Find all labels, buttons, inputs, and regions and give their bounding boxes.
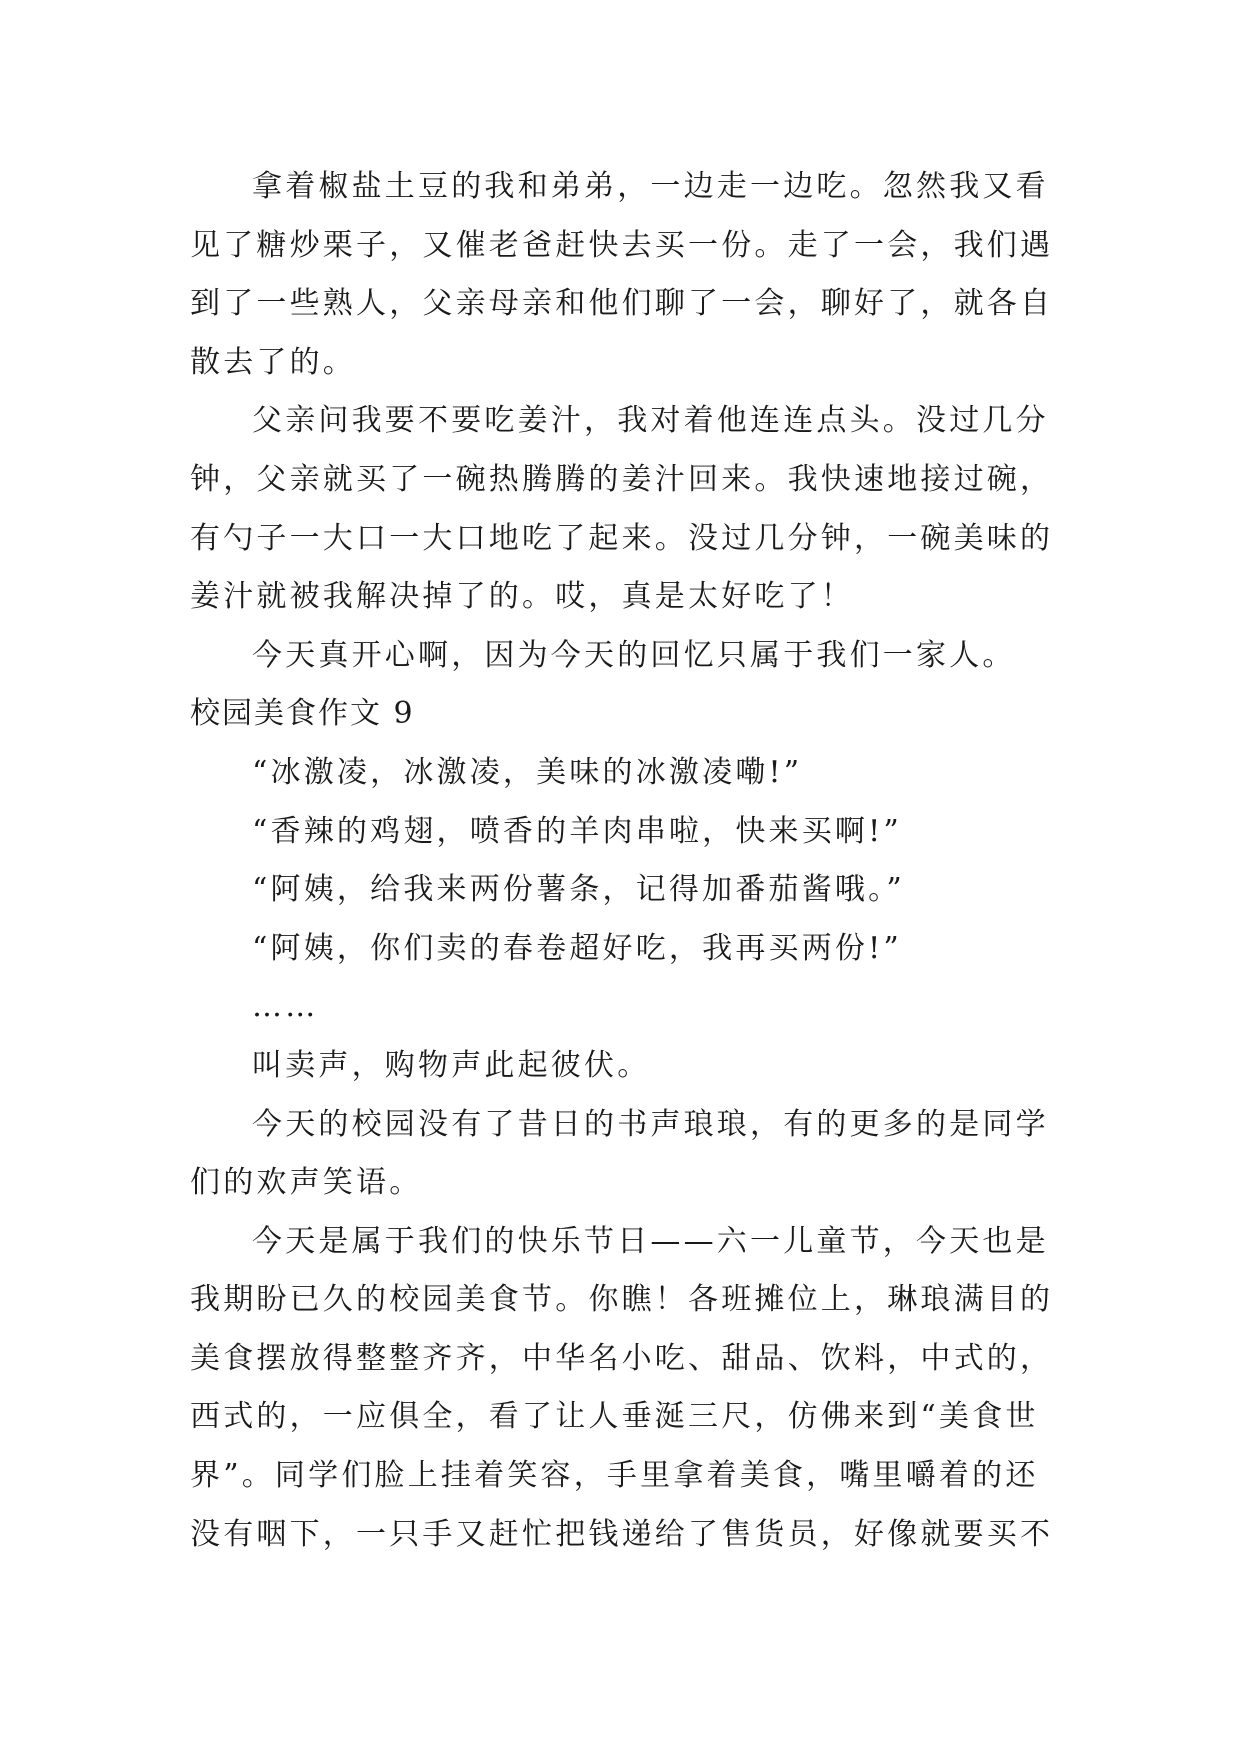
text-line: 拿着椒盐土豆的我和弟弟，一边走一边吃。忽然我又看 xyxy=(252,169,1049,204)
text-line: 见了糖炒栗子，又催老爸赶快去买一份。走了一会，我们遇 xyxy=(190,227,1054,263)
text-line: 没有咽下，一只手又赶忙把钱递给了售货员，好像就要买不 xyxy=(190,1516,1054,1552)
text-line: …… xyxy=(252,989,319,1025)
text-line: 西式的，一应俱全，看了让人垂涎三尺，仿佛来到“美食世 xyxy=(190,1399,1039,1435)
text-line: 有勺子一大口一大口地吃了起来。没过几分钟，一碗美味的 xyxy=(190,520,1054,556)
text-line: “香辣的鸡翅，喷香的羊肉串啦，快来买啊!” xyxy=(252,813,902,849)
text-line: “阿姨，你们卖的春卷超好吃，我再买两份!” xyxy=(252,930,902,966)
text-line: 父亲问我要不要吃姜汁，我对着他连连点头。没过几分 xyxy=(252,403,1049,439)
text-line: “冰激凌，冰激凌，美味的冰激凌嘞!” xyxy=(252,754,803,790)
text-line: “阿姨，给我来两份薯条，记得加番茄酱哦。” xyxy=(252,872,905,908)
text-line: 今天是属于我们的快乐节日——六一儿童节，今天也是 xyxy=(252,1223,1049,1259)
section-heading: 校园美食作文 9 xyxy=(190,696,415,732)
text-line: 到了一些熟人，父亲母亲和他们聊了一会，聊好了，就各自 xyxy=(190,286,1054,322)
text-line: 散去了的。 xyxy=(190,344,356,380)
document-body xyxy=(190,158,1055,1564)
text-line: 今天真开心啊，因为今天的回忆只属于我们一家人。 xyxy=(252,637,1016,673)
text-line: 叫卖声，购物声此起彼伏。 xyxy=(252,1047,651,1083)
text-line: 们的欢声笑语。 xyxy=(190,1165,423,1201)
text-line: 姜汁就被我解决掉了的。哎，真是太好吃了！ xyxy=(190,579,854,615)
text-line: 钟，父亲就买了一碗热腾腾的姜汁回来。我快速地接过碗， xyxy=(190,461,1054,497)
text-line: 美食摆放得整整齐齐，中华名小吃、甜品、饮料，中式的， xyxy=(190,1340,1054,1376)
text-line: 我期盼已久的校园美食节。你瞧！各班摊位上，琳琅满目的 xyxy=(190,1282,1054,1318)
text-line: 界”。同学们脸上挂着笑容，手里拿着美食，嘴里嚼着的还 xyxy=(190,1458,1039,1494)
text-line: 今天的校园没有了昔日的书声琅琅，有的更多的是同学 xyxy=(252,1106,1049,1142)
